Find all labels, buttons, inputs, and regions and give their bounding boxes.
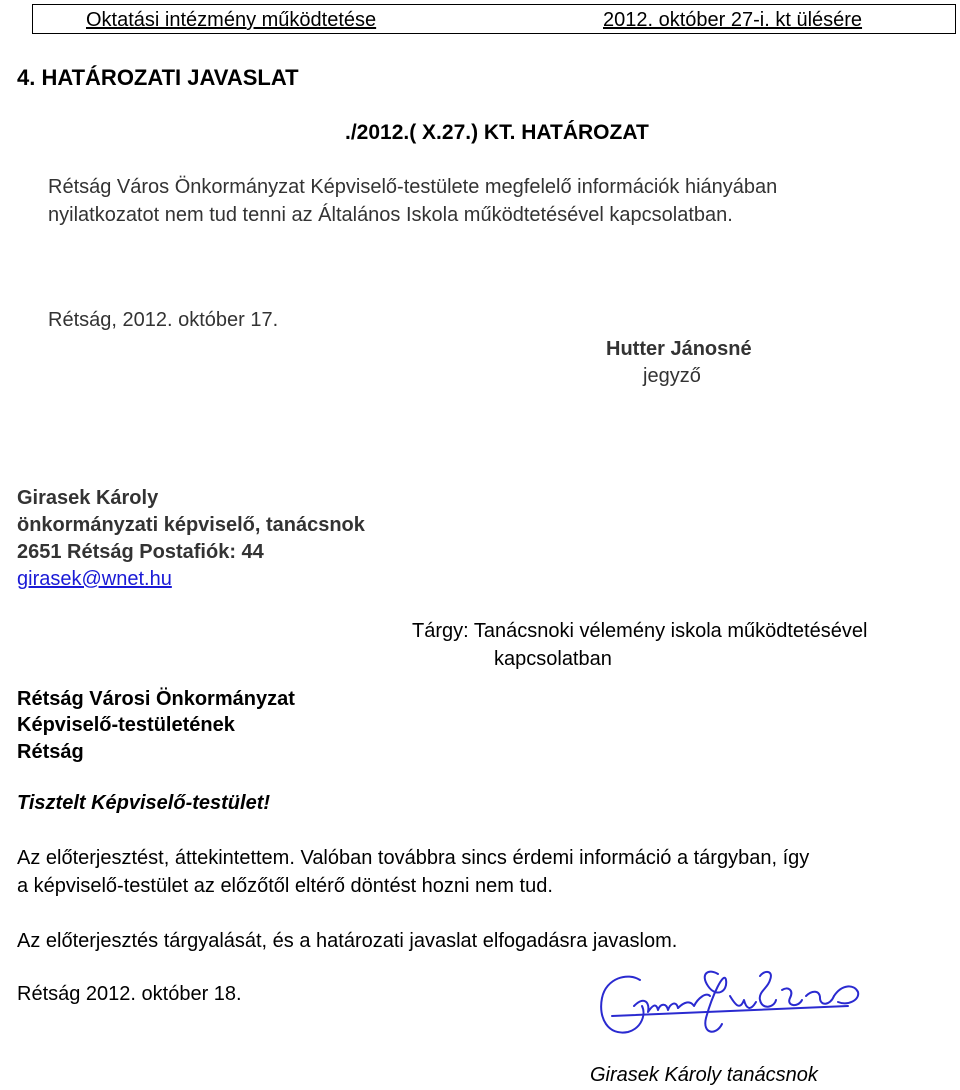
recipient-line1: Rétság Városi Önkormányzat xyxy=(17,688,295,710)
resolution-text-line1: Rétság Város Önkormányzat Képviselő-testülete megfelelő információk hiányában xyxy=(48,176,778,198)
handwritten-signature xyxy=(598,966,864,1056)
recipient-line2: Képviselő-testületének xyxy=(17,714,235,736)
body-paragraph1-line2: a képviselő-testület az előzőtől eltérő döntést hozni nem tud. xyxy=(17,875,553,897)
body-paragraph1-line1: Az előterjesztést, áttekintettem. Valóban továbbra sincs érdemi információ a tárgyban, így xyxy=(17,847,810,869)
sender-email-link[interactable]: girasek@wnet.hu xyxy=(17,568,172,590)
resolution-text-line2: nyilatkozatot nem tud tenni az Általános Iskola működtetésével kapcsolatban. xyxy=(48,204,733,226)
resolution-number: ./2012.( X.27.) KT. HATÁROZAT xyxy=(345,121,649,144)
recipient-line3: Rétság xyxy=(17,741,84,763)
closing-place-date: Rétság 2012. október 18. xyxy=(17,983,242,1005)
header-left-text: Oktatási intézmény működtetése xyxy=(86,9,377,31)
greeting: Tisztelt Képviselő-testület! xyxy=(17,792,271,814)
sender-role: önkormányzati képviselő, tanácsnok xyxy=(17,514,365,536)
section-title: 4. HATÁROZATI JAVASLAT xyxy=(17,65,299,90)
subject-line1: Tárgy: Tanácsnoki vélemény iskola működtetésével xyxy=(412,620,868,642)
sender-name: Girasek Károly xyxy=(17,487,159,509)
resolution-place-date: Rétság, 2012. október 17. xyxy=(48,309,279,331)
resolution-signer-title: jegyző xyxy=(643,365,701,387)
resolution-signer-name: Hutter Jánosné xyxy=(606,338,752,360)
sender-address: 2651 Rétság Postafiók: 44 xyxy=(17,541,264,563)
signature-caption: Girasek Károly tanácsnok xyxy=(590,1064,818,1086)
body-paragraph2: Az előterjesztés tárgyalását, és a határozati javaslat elfogadásra javaslom. xyxy=(17,930,678,952)
subject-line2: kapcsolatban xyxy=(494,648,612,670)
header-right-text: 2012. október 27-i. kt ülésére xyxy=(603,9,863,31)
